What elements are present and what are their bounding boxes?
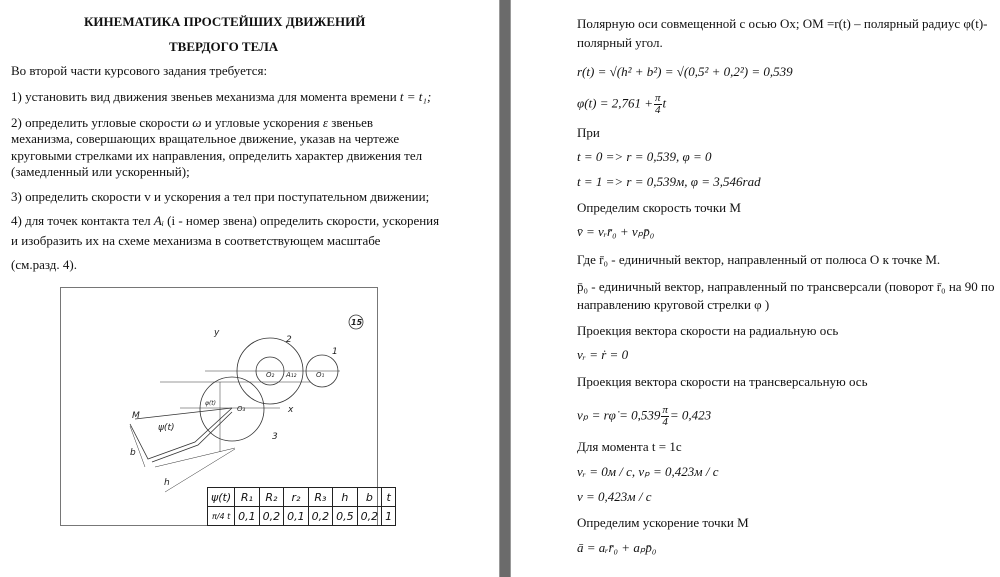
intro-text: Во второй части курсового задания требуется:	[11, 63, 268, 78]
table-row	[208, 507, 396, 526]
table-cell: 0,2	[308, 507, 333, 526]
item-2	[11, 115, 373, 131]
epsilon-symbol: ε	[322, 115, 328, 130]
page-gutter	[499, 0, 511, 577]
item-4-text-b: (i - номер звена) определить скорости, ускорения	[167, 213, 440, 228]
table-header-row	[208, 488, 396, 507]
document-page-right	[511, 0, 1000, 577]
fraction-den: 4	[655, 104, 661, 116]
item-4-text-a: 4) для точек контакта тел	[11, 213, 151, 228]
wheel-3	[200, 377, 264, 441]
table-cell: π/4 t	[208, 507, 235, 526]
v-total: v = 0,423м / c	[577, 489, 652, 504]
wheel-3-number: 3	[272, 432, 278, 442]
moment-heading: Для момента t = 1c	[577, 439, 682, 454]
item-2-line-2: механизма, совершающих вращательное движение, указав на чертеже	[11, 131, 400, 146]
item-1-text: 1) установить вид движения звеньев механизма для момента времени	[11, 89, 397, 104]
t0-equation: t = 0 => r = 0,539, φ = 0	[577, 149, 712, 164]
vr-vp-values: vᵣ = 0м / c, vₚ = 0,423м / c	[577, 464, 719, 479]
o2-label: O₂	[266, 371, 275, 379]
psi-label: ψ(t)	[158, 423, 175, 433]
item-4	[11, 213, 439, 229]
wheel-1-number: 1	[332, 347, 338, 357]
table-header: b	[357, 488, 382, 507]
o1-label: O₁	[316, 371, 325, 379]
table-header: h	[333, 488, 358, 507]
item-1-math: t = t₁;	[399, 89, 432, 104]
fraction-den: 4	[662, 416, 668, 428]
document-page-left	[0, 0, 499, 577]
wheel-2-number: 2	[286, 335, 292, 345]
ai-symbol: Aᵢ	[153, 213, 164, 228]
table-cell: 0,5	[333, 507, 358, 526]
table-header: R₃	[308, 488, 333, 507]
y-axis-label: y	[214, 328, 220, 338]
b-label: b	[130, 448, 136, 458]
item-3: 3) определить скорости v и ускорения a тел при поступательном движении;	[11, 189, 430, 204]
equation-phi	[577, 93, 666, 116]
polar-text-line-2: полярный угол.	[577, 35, 663, 50]
table-header: R₁	[235, 488, 260, 507]
h-label: h	[164, 478, 170, 488]
velocity-heading: Определим скорость точки М	[577, 200, 741, 215]
vr-equation: vᵣ = ṙ = 0	[577, 347, 629, 362]
title-line-2: ТВЕРДОГО ТЕЛА	[169, 39, 279, 54]
velocity-equation: v̄ = vᵣr̄₀ + vₚp̄₀	[577, 224, 655, 239]
acceleration-heading: Определим ускорение точки М	[577, 515, 749, 530]
fraction-num: π	[655, 92, 661, 104]
vp-equation-left: vₚ = rφ̇ = 0,539	[577, 407, 661, 423]
o3-label: O₃	[237, 405, 246, 413]
table-header: r₂	[284, 488, 309, 507]
fraction	[654, 93, 662, 116]
x-axis-label: x	[288, 405, 294, 415]
equation-phi-t: t	[662, 95, 667, 111]
item-2-text-a: 2) определить угловые скорости	[11, 115, 190, 130]
radial-projection-heading: Проекция вектора скорости на радиальную ось	[577, 323, 839, 338]
table-cell: 0,2	[357, 507, 382, 526]
item-1	[11, 89, 431, 105]
t1-equation: t = 1 => r = 0,539м, φ = 3,546rad	[577, 174, 761, 189]
item-4-line-3: (см.разд. 4).	[11, 257, 77, 272]
table-cell: 0,2	[259, 507, 284, 526]
title-line-1: КИНЕМАТИКА ПРОСТЕЙШИХ ДВИЖЕНИЙ	[84, 14, 366, 29]
item-2-line-4: (замедленный или ускоренный);	[11, 164, 190, 179]
equation-phi-left: φ(t) = 2,761 +	[577, 95, 654, 111]
equation-r: r(t) = √(h² + b²) = √(0,5² + 0,2²) = 0,539	[577, 64, 793, 79]
a12-label: A₁₂	[286, 371, 297, 379]
table-header: R₂	[259, 488, 284, 507]
point-m-label: M	[132, 411, 140, 421]
table-cell: 0,1	[235, 507, 260, 526]
parameters-table	[207, 487, 396, 526]
item-4-line-2: и изобразить их на схеме механизма в соответствующем масштабе	[11, 233, 381, 248]
transversal-projection-heading: Проекция вектора скорости на трансверсальную ось	[577, 374, 868, 389]
vp-equation	[577, 405, 711, 428]
pri-label: При	[577, 125, 600, 140]
polar-text-line-1: Полярную оси совмещенной с осью Ох; ОМ =r(t) – полярный радиус φ(t)-	[577, 16, 988, 31]
fraction-num: π	[662, 404, 668, 416]
table-header: ψ(t)	[208, 488, 235, 507]
omega-symbol: ω	[192, 115, 202, 130]
fraction	[661, 405, 669, 428]
r0-definition: Где r̄₀ - единичный вектор, направленный от полюса О к точке М.	[577, 252, 941, 267]
vp-equation-right: = 0,423	[669, 407, 712, 423]
item-2-text-b: и угловые ускорения	[204, 115, 320, 130]
item-2-text-c: звеньев	[331, 115, 373, 130]
variant-number: 15	[351, 318, 363, 327]
table-cell: 1	[382, 507, 396, 526]
item-2-line-3: круговыми стрелками их направления, определить характер движения тел	[11, 148, 423, 163]
table-header: t	[382, 488, 396, 507]
phi-label: φ(t)	[205, 400, 216, 407]
acceleration-equation: ā = aᵣr̄₀ + aₚp̄₀	[577, 540, 657, 555]
table-cell: 0,1	[284, 507, 309, 526]
p0-definition-line-1: p̄₀ - единичный вектор, направленный по трансверсали (поворот r̄₀ на 90 по	[577, 279, 995, 294]
p0-definition-line-2: направлению круговой стрелки φ )	[577, 297, 770, 312]
